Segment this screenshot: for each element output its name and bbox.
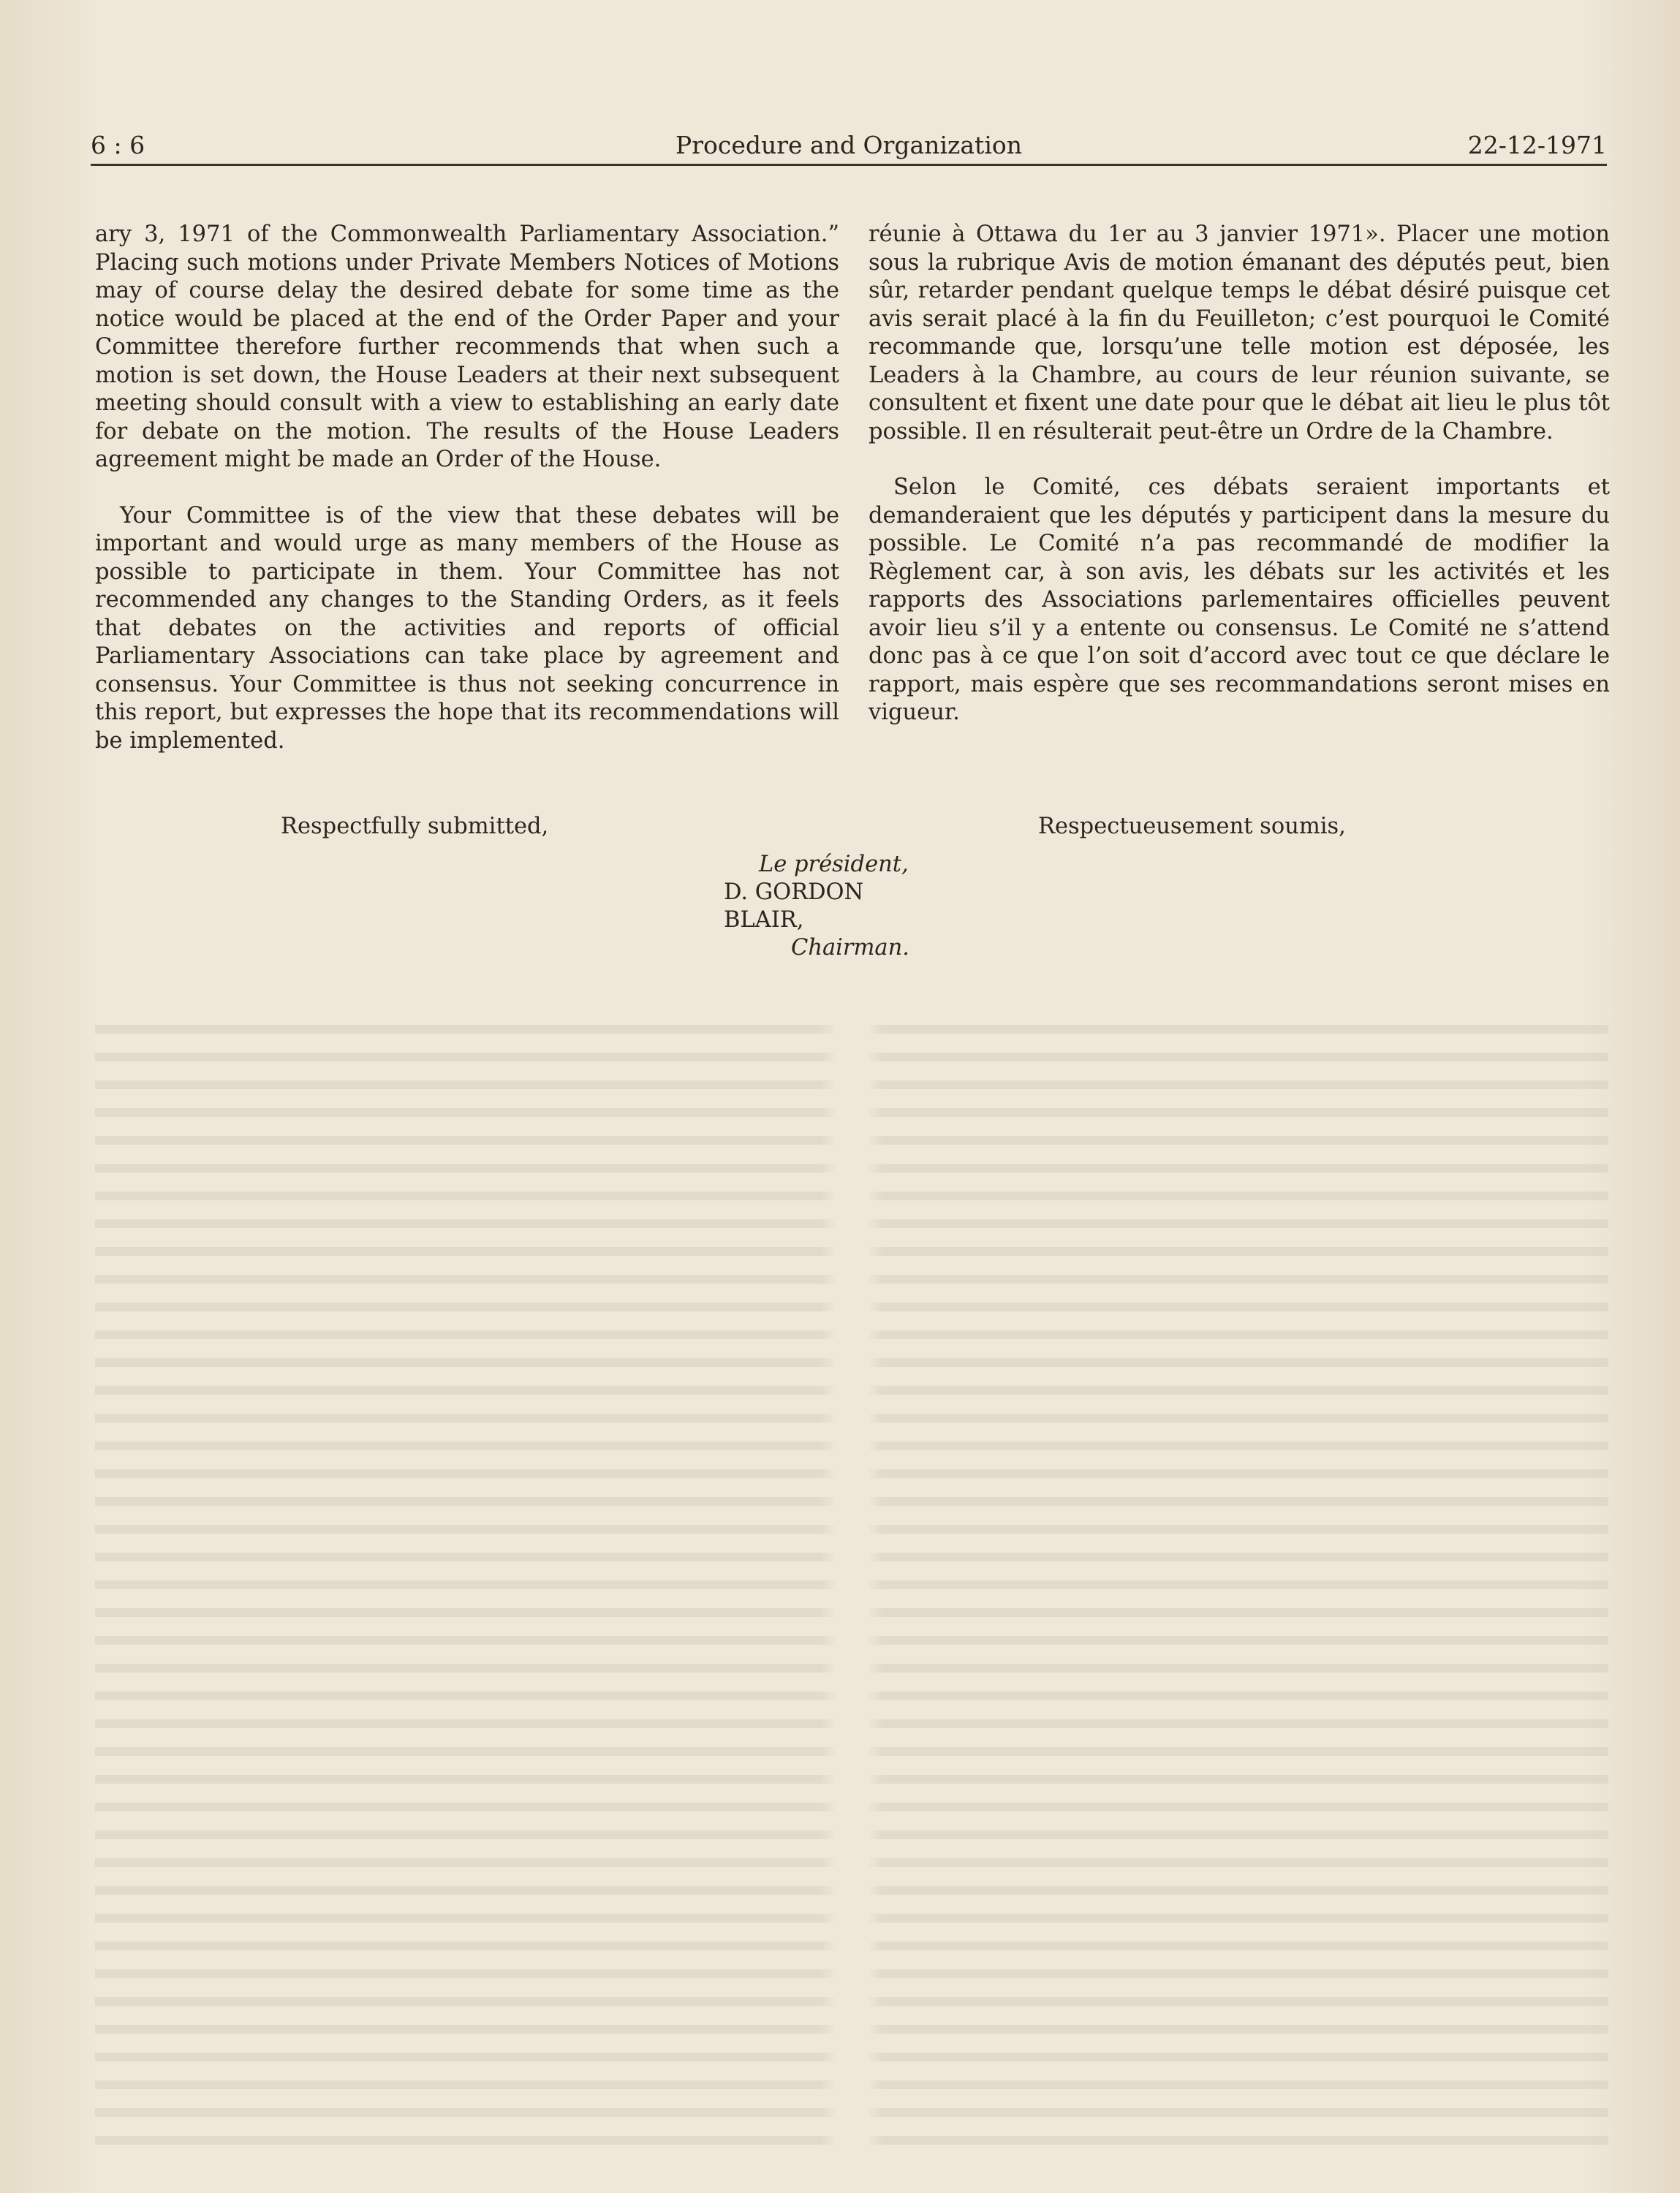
running-title: Procedure and Organization xyxy=(675,131,1022,159)
show-through-texture xyxy=(95,1009,1608,2149)
english-paragraph: Your Committee is of the view that these debates will be important and would urge as many members of the House as possible to participate in them. Your Committee has not recommended any changes to the Standing Orders, as it feels that debates on the activities and reports of official Parliamentary Associations can take place by agreement and consensus. Your Committee is thus not seeking concurrence in this report, but expresses the hope that its recommendations will be implemented. xyxy=(95,502,839,754)
signatory-name: D. GORDON BLAIR, xyxy=(724,879,864,933)
header-date: 22-12-1971 xyxy=(1467,131,1607,159)
english-column xyxy=(95,221,839,783)
english-paragraph: ary 3, 1971 of the Commonwealth Parliamentary Association.” Placing such motions under Private Members Notices of Motions may of course delay the desired debate for some time as the notice would be placed at the end of the Order Paper and your Committee therefore further recommends that when such a motion is set down, the House Leaders at their next subsequent meeting should consult with a view to establishing an early date for debate on the motion. The results of the House Leaders agreement might be made an Order of the House. xyxy=(95,221,839,472)
french-paragraph: Selon le Comité, ces débats seraient importants et demanderaient que les députés y participent dans la mesure du possible. Le Comité n’a pas recommandé de modifier la Règlement car, à son avis, les débats sur les activités et les rapports des Associations parlementaires officielles peuvent avoir lieu s’il y a entente ou consensus. Le Comité ne s’attend donc pas à ce que l’on soit d’accord avec tout ce que déclare le rapport, mais espère que ses recommandations seront mises en vigueur. xyxy=(869,474,1610,725)
signature-role-fr: Le président, xyxy=(759,852,909,877)
french-column xyxy=(869,221,1610,755)
french-paragraph: réunie à Ottawa du 1er au 3 janvier 1971». Placer une motion sous la rubrique Avis de motion émanant des députés peut, bien sûr, retarder pendant quelque temps le débat désiré puisque cet avis serait placé à la fin du Feuilleton; c’est pourquoi le Comité recommande que, lorsqu’une telle motion est déposée, les Leaders à la Chambre, au cours de leur réunion suivante, se consultent et fixent une date pour que le débat ait lieu le plus tôt possible. Il en résulterait peut-être un Ordre de la Chambre. xyxy=(869,221,1610,444)
french-closing: Respectueusement soumis, xyxy=(1038,814,1346,839)
page-header xyxy=(91,130,1607,166)
signature-role-en: Chairman. xyxy=(791,935,909,961)
english-closing: Respectfully submitted, xyxy=(281,814,549,839)
signature-block xyxy=(724,851,943,962)
page-number: 6 : 6 xyxy=(91,131,145,159)
